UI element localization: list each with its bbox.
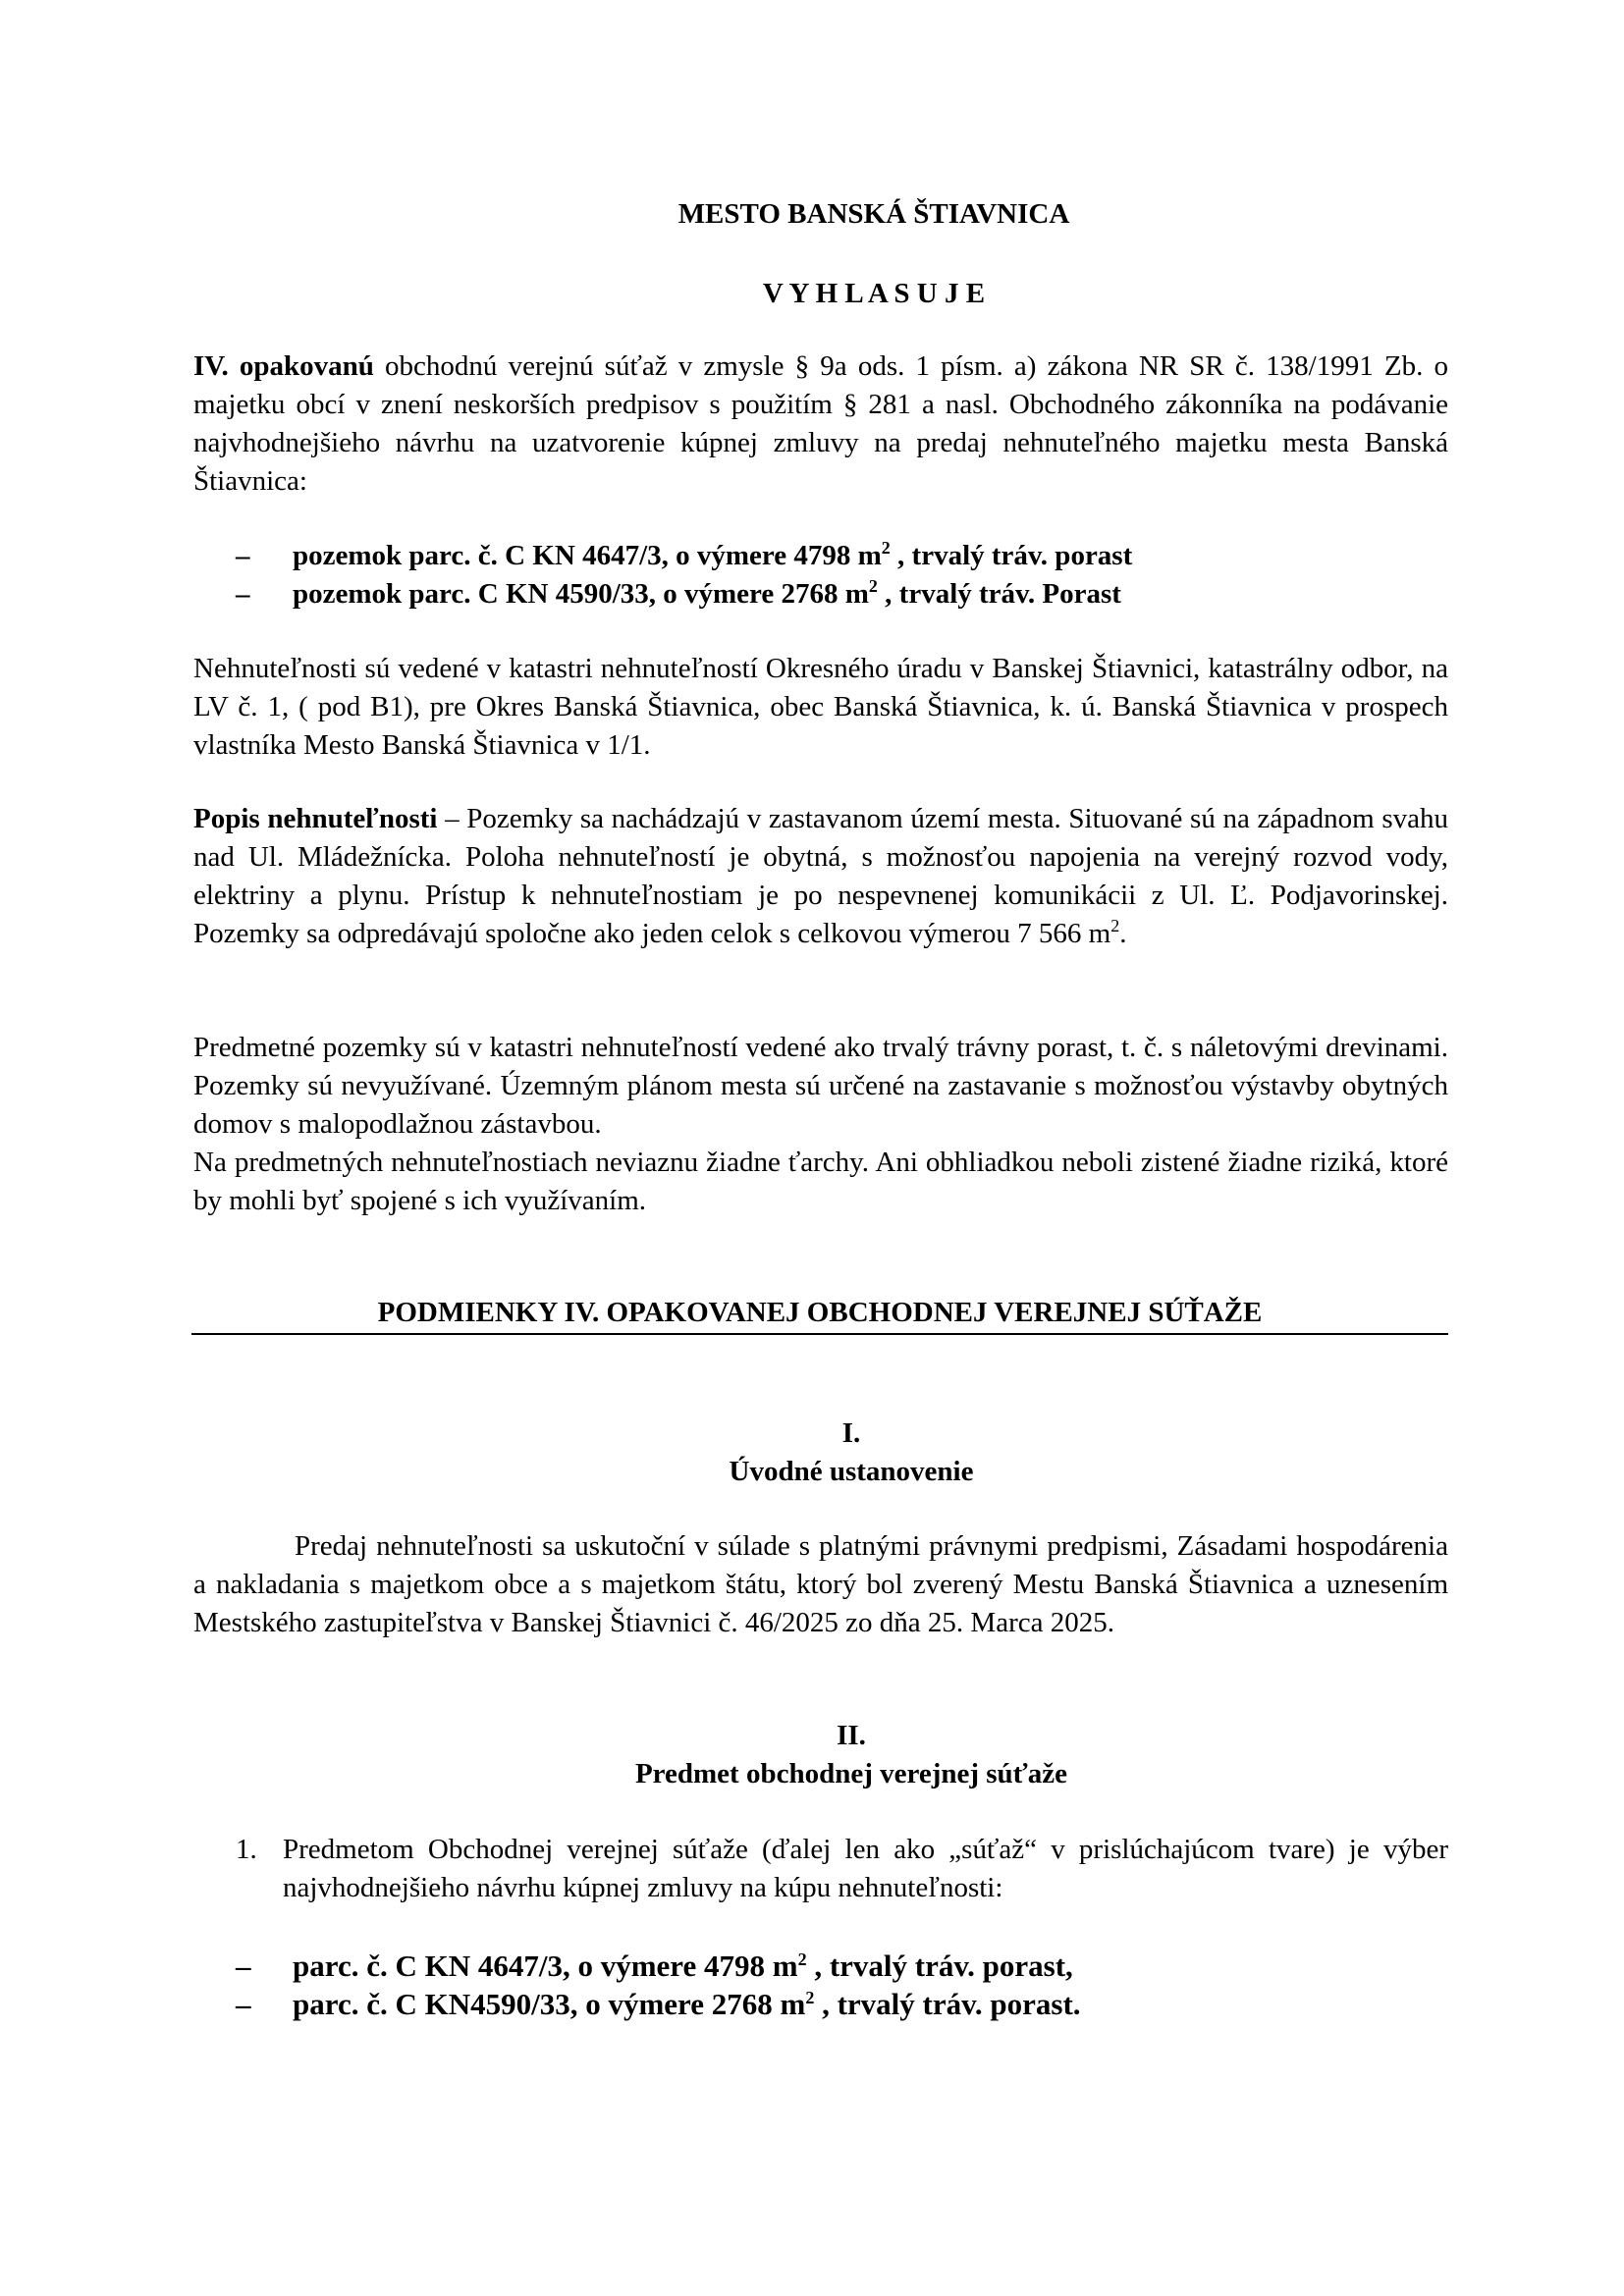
announces-heading: V Y H L A S U J E [762,278,986,309]
parcel-type: , trvalý tráv. Porast [877,578,1121,610]
parcel-type: , trvalý tráv. porast, [806,1949,1073,1983]
details-paragraph: Predmetné pozemky sú v katastri nehnuteľností vedené ako trvalý trávny porast, t. č. s náletovými drevinami. Pozemky sú nevyužívané. Územným plánom mesta sú určené na zastavanie s možnosťou výstavby obytných domov s malopodlažnou zástavbou. [193,1032,1448,1140]
dash-bullet: – [236,1949,251,1983]
description-paragraph [193,800,1448,953]
parcel-text: parc. č. C KN4590/33, o výmere 2768 m [293,1987,806,2021]
parcel-type: , trvalý tráv. porast [890,540,1133,571]
title-underline [191,1333,1448,1335]
section1-paragraph: Predaj nehnuteľnosti sa uskutoční v súlade s platnými právnymi predpismi, Zásadami hospodárenia a nakladania s majetkom obce a s majetkom štátu, ktorý bol zverený Mestu Banská Štiavnica a uznesením Mestského zastupiteľstva v Banskej Štiavnici č. 46/2025 zo dňa 25. Marca 2025. [193,1530,1448,1638]
registry-paragraph: Nehnuteľnosti sú vedené v katastri nehnuteľností Okresného úradu v Banskej Štiavnici, katastrálny odbor, na LV č. 1, ( pod B1), pre Okres Banská Štiavnica, obec Banská Štiavnica, k. ú. Banská Štiavnica v prospech vlastníka Mesto Banská Štiavnica v 1/1. [193,653,1448,761]
conditions-title: PODMIENKY IV. OPAKOVANEJ OBCHODNEJ VEREJNEJ SÚŤAŽE [377,1297,1263,1328]
parcel-text: pozemok parc. C KN 4590/33, o výmere 2768 m [293,578,869,610]
parcel-text: pozemok parc. č. C KN 4647/3, o výmere 4798 m [293,540,882,571]
list-number: 1. [236,1834,257,1865]
dash-bullet: – [236,540,250,571]
dash-bullet: – [236,578,250,610]
intro-paragraph [193,347,1448,501]
intro-text: obchodnú verejnú súťaž v zmysle § 9a ods. 1 písm. a) zákona NR SR č. 138/1991 Zb. o majetku obcí v znení neskorších predpisov s použitím § 281 a nasl. Obchodného zákonníka na podávanie najvhodnejšieho návrhu na uzatvorenie kúpnej zmluvy na predaj nehnuteľného majetku mesta Banská Štiavnica: [193,350,1448,497]
section-title: Úvodné ustanovenie [729,1456,974,1487]
period: . [1119,918,1127,949]
superscript: 2 [881,538,891,558]
superscript: 2 [1110,916,1120,935]
city-heading: MESTO BANSKÁ ŠTIAVNICA [677,198,1070,230]
parcel-text: parc. č. C KN 4647/3, o výmere 4798 m [293,1949,798,1983]
section-title: Predmet obchodnej verejnej súťaže [634,1758,1068,1789]
section-number: I. [841,1417,861,1449]
superscript: 2 [805,1988,815,2007]
section-number: II. [837,1720,866,1751]
superscript: 2 [797,1949,807,1969]
intro-bold-lead: IV. opakovanú [193,350,374,382]
description-bold-lead: Popis nehnuteľnosti [193,803,438,834]
superscript: 2 [868,576,878,596]
dash-bullet: – [236,1987,251,2021]
parcel-type: , trvalý tráv. porast. [814,1987,1081,2021]
burdens-paragraph: Na predmetných nehnuteľnostiach neviaznu žiadne ťarchy. Ani obhliadkou neboli zistené žiadne riziká, ktoré by mohli byť spojené s ich využívaním. [193,1147,1448,1216]
description-text: – Pozemky sa nachádzajú v zastavanom území mesta. Situované sú na západnom svahu nad Ul. Mládežnícka. Poloha nehnuteľností je obytná, s možnosťou napojenia na verejný rozvod vody, elektriny a plynu. Prístup k nehnuteľnostiam je po nespevnenej komunikácii z Ul. Ľ. Podjavorinskej. Pozemky sa odpredávajú spoločne ako jeden celok s celkovou výmerou 7 566 m [193,803,1448,949]
section2-item-text: Predmetom Obchodnej verejnej súťaže (ďalej len ako „súťaž“ v prislúchajúcom tvare) je výber najvhodnejšieho návrhu kúpnej zmluvy na kúpu nehnuteľnosti: [283,1834,1448,1903]
